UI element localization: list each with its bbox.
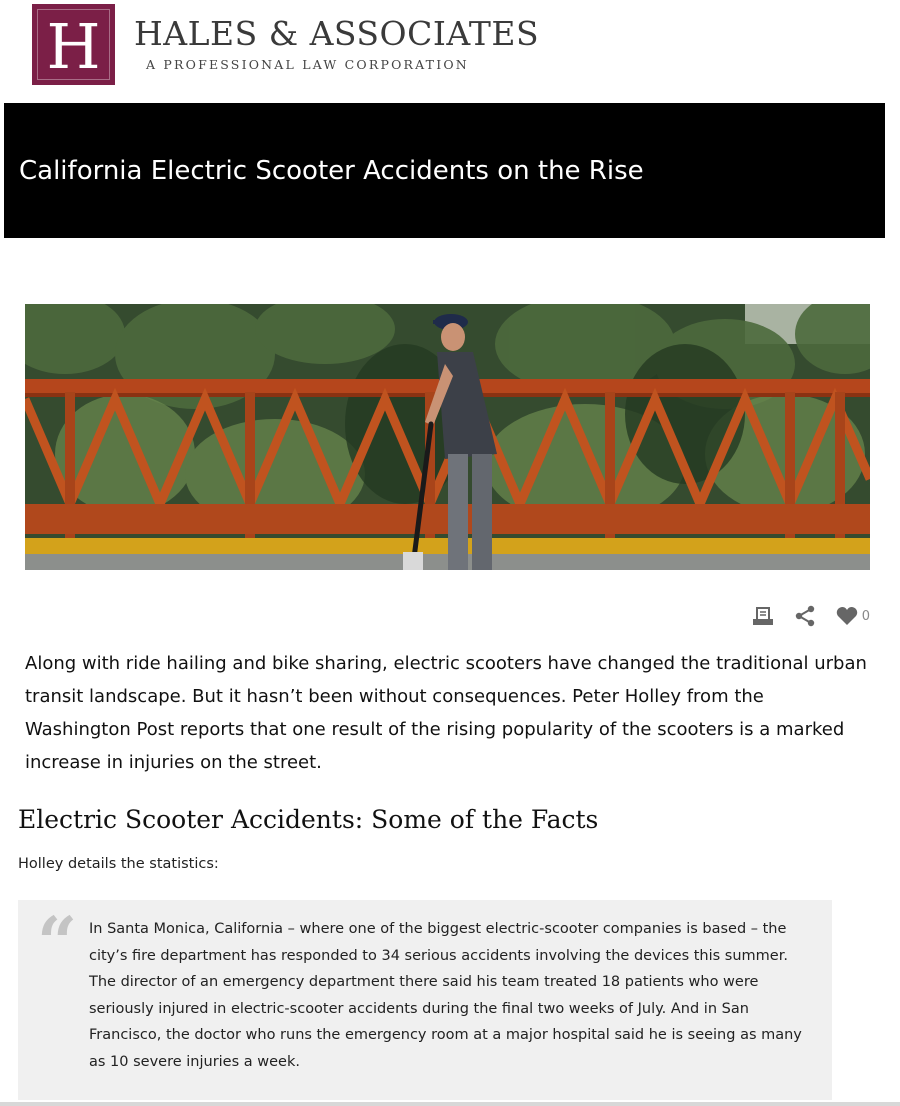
firm-tagline: A PROFESSIONAL LAW CORPORATION [146, 57, 469, 72]
section-heading: Electric Scooter Accidents: Some of the Facts [18, 805, 599, 834]
article-intro: Along with ride hailing and bike sharing, electric scooters have changed the traditional urban transit landscape. But it hasn’t been without consequences. Peter Holley from the Washington Post reports that one result of the rising popularity of the scooters is a marked increase in injuries on the street. [25, 653, 867, 773]
blockquote [18, 900, 832, 1100]
section-subtext: Holley details the statistics: [18, 856, 219, 872]
article-actions [752, 604, 870, 628]
like-button[interactable] [836, 606, 870, 626]
firm-name[interactable]: HALES & ASSOCIATES [134, 14, 540, 53]
logo-letter: H [46, 9, 101, 83]
quote-text: In Santa Monica, California – where one of the biggest electric-scooter companies is based – the city’s fire department has responded to 34 serious accidents involving the devices this summer. The director of an emergency department there said his team treated 18 patients who were seriously injured in electric-scooter accidents during the final two weeks of July. And in San Francisco, the doctor who runs the emergency room at a major hospital said he is seeing as many as 10 severe injuries a week. [89, 921, 802, 1070]
title-banner [4, 103, 885, 238]
print-button[interactable] [752, 606, 774, 626]
quote-mark-icon: “ [37, 901, 78, 984]
page-title: California Electric Scooter Accidents on the Rise [19, 156, 644, 186]
print-icon [752, 606, 774, 626]
heart-icon [836, 606, 858, 626]
hero-image [25, 304, 870, 570]
share-icon [794, 605, 816, 627]
like-count: 0 [861, 608, 870, 624]
share-button[interactable] [794, 605, 816, 627]
bottom-divider [0, 1102, 900, 1106]
firm-logo[interactable] [32, 4, 115, 85]
